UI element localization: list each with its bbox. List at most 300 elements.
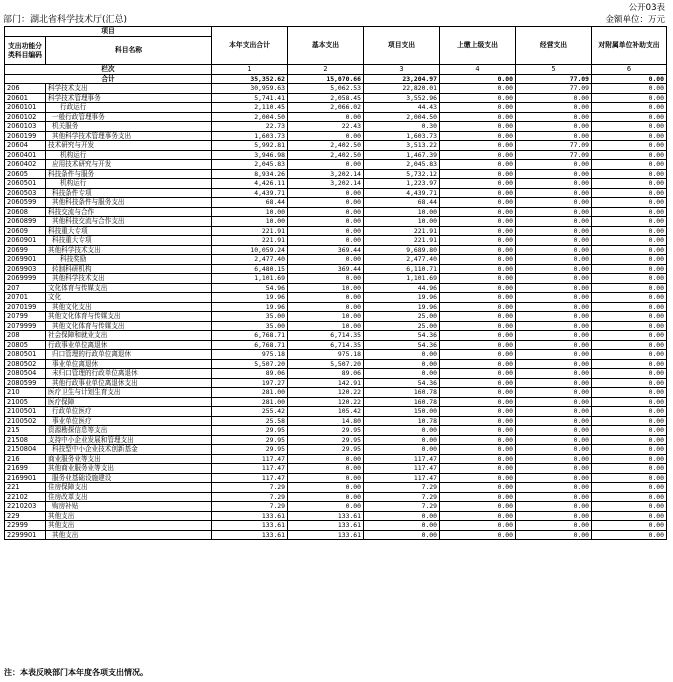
row-value: 150.00 bbox=[364, 407, 440, 417]
row-value: 10.78 bbox=[364, 416, 440, 426]
row-code: 2060199 bbox=[5, 131, 46, 141]
row-value: 975.18 bbox=[288, 350, 364, 360]
row-value: 133.61 bbox=[212, 530, 288, 540]
table-row bbox=[5, 84, 667, 94]
row-value: 0.00 bbox=[440, 435, 516, 445]
row-value: 0.00 bbox=[592, 131, 667, 141]
row-value: 44.43 bbox=[364, 103, 440, 113]
row-value: 0.00 bbox=[592, 122, 667, 132]
row-value: 89.06 bbox=[288, 369, 364, 379]
index-cell: 5 bbox=[516, 65, 592, 75]
row-value: 0.00 bbox=[592, 388, 667, 398]
row-value: 0.00 bbox=[440, 502, 516, 512]
row-value: 142.91 bbox=[288, 378, 364, 388]
table-row bbox=[5, 188, 667, 198]
row-value: 0.00 bbox=[592, 169, 667, 179]
row-value: 0.00 bbox=[288, 217, 364, 227]
col-header-upper: 上缴上级支出 bbox=[440, 27, 516, 65]
row-value: 29.95 bbox=[212, 426, 288, 436]
row-name: 行政运行 bbox=[46, 103, 212, 113]
table-row bbox=[5, 492, 667, 502]
row-value: 117.47 bbox=[364, 464, 440, 474]
table-row bbox=[5, 454, 667, 464]
row-value: 4,439.71 bbox=[212, 188, 288, 198]
row-value: 10.00 bbox=[288, 321, 364, 331]
index-cell: 3 bbox=[364, 65, 440, 75]
table-row bbox=[5, 369, 667, 379]
row-value: 0.00 bbox=[440, 359, 516, 369]
row-value: 5,732.12 bbox=[364, 169, 440, 179]
row-value: 29.95 bbox=[288, 435, 364, 445]
row-value: 68.44 bbox=[212, 198, 288, 208]
table-row bbox=[5, 274, 667, 284]
row-value: 2,110.45 bbox=[212, 103, 288, 113]
row-value: 0.00 bbox=[440, 483, 516, 493]
row-value: 0.00 bbox=[288, 207, 364, 217]
row-code: 2070199 bbox=[5, 302, 46, 312]
table-row bbox=[5, 378, 667, 388]
row-value: 221.91 bbox=[364, 226, 440, 236]
table-row bbox=[5, 169, 667, 179]
row-name: 医疗卫生与计划生育支出 bbox=[46, 388, 212, 398]
row-value: 6,714.35 bbox=[288, 340, 364, 350]
row-name: 其他支出 bbox=[46, 521, 212, 531]
table-row bbox=[5, 435, 667, 445]
row-value: 2,477.40 bbox=[364, 255, 440, 265]
row-value: 281.00 bbox=[212, 388, 288, 398]
row-value: 0.00 bbox=[364, 435, 440, 445]
row-value: 1,223.97 bbox=[364, 179, 440, 189]
row-code: 2069999 bbox=[5, 274, 46, 284]
row-name: 其他行政事业单位离退休支出 bbox=[46, 378, 212, 388]
row-value: 29.95 bbox=[288, 445, 364, 455]
row-value: 0.00 bbox=[592, 236, 667, 246]
row-value: 5,992.81 bbox=[212, 141, 288, 151]
row-value: 0.00 bbox=[516, 378, 592, 388]
row-code: 20699 bbox=[5, 245, 46, 255]
table-row bbox=[5, 302, 667, 312]
row-value: 0.00 bbox=[592, 321, 667, 331]
row-value: 6,110.71 bbox=[364, 264, 440, 274]
row-code: 21508 bbox=[5, 435, 46, 445]
row-code: 22102 bbox=[5, 492, 46, 502]
row-value: 10.00 bbox=[212, 207, 288, 217]
row-name: 文化体育与传媒支出 bbox=[46, 283, 212, 293]
row-value: 0.00 bbox=[516, 435, 592, 445]
row-value: 10.00 bbox=[364, 217, 440, 227]
row-value: 1,467.39 bbox=[364, 150, 440, 160]
row-value: 0.00 bbox=[516, 293, 592, 303]
row-value: 0.00 bbox=[440, 312, 516, 322]
row-value: 0.00 bbox=[516, 103, 592, 113]
row-name: 商业服务业等支出 bbox=[46, 454, 212, 464]
row-value: 0.00 bbox=[288, 226, 364, 236]
row-value: 0.00 bbox=[440, 302, 516, 312]
row-value: 0.00 bbox=[440, 416, 516, 426]
row-value: 0.00 bbox=[440, 407, 516, 417]
row-value: 0.00 bbox=[440, 188, 516, 198]
row-name: 事业单位医疗 bbox=[46, 416, 212, 426]
row-value: 0.00 bbox=[592, 454, 667, 464]
row-value: 2,402.50 bbox=[288, 141, 364, 151]
row-value: 89.06 bbox=[212, 369, 288, 379]
row-code: 229 bbox=[5, 511, 46, 521]
row-value: 117.47 bbox=[212, 464, 288, 474]
row-value: 0.00 bbox=[440, 236, 516, 246]
row-value: 3,946.98 bbox=[212, 150, 288, 160]
row-name: 其他支出 bbox=[46, 511, 212, 521]
row-value: 54.36 bbox=[364, 340, 440, 350]
row-value: 0.00 bbox=[592, 464, 667, 474]
table-row bbox=[5, 179, 667, 189]
row-value: 0.00 bbox=[440, 122, 516, 132]
table-row bbox=[5, 464, 667, 474]
index-label: 栏次 bbox=[5, 65, 212, 75]
footnote: 注：本表反映部门本年度各项支出情况。 bbox=[4, 668, 148, 677]
row-value: 0.00 bbox=[592, 359, 667, 369]
row-value: 221.91 bbox=[212, 226, 288, 236]
total-cell: 77.09 bbox=[516, 74, 592, 84]
row-value: 0.00 bbox=[288, 236, 364, 246]
row-value: 0.00 bbox=[440, 511, 516, 521]
row-name: 社会保障和就业支出 bbox=[46, 331, 212, 341]
row-value: 2,004.50 bbox=[212, 112, 288, 122]
row-value: 0.00 bbox=[516, 198, 592, 208]
row-name: 转制科研机构 bbox=[46, 264, 212, 274]
row-value: 105.42 bbox=[288, 407, 364, 417]
row-value: 975.18 bbox=[212, 350, 288, 360]
row-value: 0.00 bbox=[440, 331, 516, 341]
row-name: 一般行政管理事务 bbox=[46, 112, 212, 122]
total-cell: 0.00 bbox=[592, 74, 667, 84]
row-value: 0.00 bbox=[516, 502, 592, 512]
row-value: 8,934.26 bbox=[212, 169, 288, 179]
row-value: 0.00 bbox=[516, 179, 592, 189]
row-value: 0.00 bbox=[364, 511, 440, 521]
row-value: 0.00 bbox=[592, 274, 667, 284]
row-value: 0.00 bbox=[592, 511, 667, 521]
row-name: 其他科学技术支出 bbox=[46, 274, 212, 284]
row-value: 0.30 bbox=[364, 122, 440, 132]
row-value: 7.29 bbox=[212, 483, 288, 493]
row-value: 77.09 bbox=[516, 84, 592, 94]
row-code: 2060101 bbox=[5, 103, 46, 113]
row-value: 0.00 bbox=[288, 293, 364, 303]
row-name: 科技条件专项 bbox=[46, 188, 212, 198]
row-code: 2169901 bbox=[5, 473, 46, 483]
row-value: 1,101.69 bbox=[364, 274, 440, 284]
row-value: 4,439.71 bbox=[364, 188, 440, 198]
table-row bbox=[5, 473, 667, 483]
table-row bbox=[5, 103, 667, 113]
row-value: 2,066.02 bbox=[288, 103, 364, 113]
row-value: 117.47 bbox=[212, 473, 288, 483]
table-row bbox=[5, 331, 667, 341]
row-name: 行政事业单位离退休 bbox=[46, 340, 212, 350]
row-value: 0.00 bbox=[440, 454, 516, 464]
row-code: 20701 bbox=[5, 293, 46, 303]
row-value: 5,741.41 bbox=[212, 93, 288, 103]
total-cell: 0.00 bbox=[440, 74, 516, 84]
row-value: 7.29 bbox=[212, 492, 288, 502]
row-value: 0.00 bbox=[288, 502, 364, 512]
row-name: 技术研究与开发 bbox=[46, 141, 212, 151]
col-header-project: 项目支出 bbox=[364, 27, 440, 65]
row-value: 29.95 bbox=[212, 445, 288, 455]
row-code: 208 bbox=[5, 331, 46, 341]
index-row bbox=[5, 65, 667, 75]
row-code: 2150804 bbox=[5, 445, 46, 455]
row-value: 0.00 bbox=[288, 274, 364, 284]
row-value: 0.00 bbox=[592, 160, 667, 170]
index-cell: 1 bbox=[212, 65, 288, 75]
row-value: 0.00 bbox=[440, 207, 516, 217]
row-value: 197.27 bbox=[212, 378, 288, 388]
row-name: 其他商业服务业等支出 bbox=[46, 464, 212, 474]
row-name: 其他科学技术支出 bbox=[46, 245, 212, 255]
row-value: 0.00 bbox=[592, 473, 667, 483]
row-value: 6,480.15 bbox=[212, 264, 288, 274]
row-code: 2080504 bbox=[5, 369, 46, 379]
row-value: 160.78 bbox=[364, 388, 440, 398]
amount-unit: 金额单位：万元 bbox=[605, 15, 665, 25]
row-value: 77.09 bbox=[516, 150, 592, 160]
row-value: 14.80 bbox=[288, 416, 364, 426]
row-value: 0.00 bbox=[440, 169, 516, 179]
row-value: 0.00 bbox=[440, 426, 516, 436]
row-value: 0.00 bbox=[440, 293, 516, 303]
row-value: 0.00 bbox=[288, 198, 364, 208]
row-code: 215 bbox=[5, 426, 46, 436]
row-code: 2060402 bbox=[5, 160, 46, 170]
row-value: 0.00 bbox=[440, 245, 516, 255]
row-code: 20601 bbox=[5, 93, 46, 103]
row-value: 0.00 bbox=[592, 283, 667, 293]
table-row bbox=[5, 160, 667, 170]
row-name: 服务业基础设施建设 bbox=[46, 473, 212, 483]
row-value: 0.00 bbox=[440, 473, 516, 483]
table-row bbox=[5, 426, 667, 436]
row-value: 0.00 bbox=[592, 302, 667, 312]
total-label: 合计 bbox=[5, 74, 212, 84]
row-value: 0.00 bbox=[288, 255, 364, 265]
row-value: 0.00 bbox=[440, 388, 516, 398]
total-cell: 15,070.66 bbox=[288, 74, 364, 84]
row-value: 0.00 bbox=[516, 483, 592, 493]
row-value: 0.00 bbox=[516, 264, 592, 274]
row-value: 0.00 bbox=[440, 179, 516, 189]
row-value: 4,426.11 bbox=[212, 179, 288, 189]
row-value: 0.00 bbox=[592, 93, 667, 103]
table-row bbox=[5, 122, 667, 132]
index-cell: 4 bbox=[440, 65, 516, 75]
row-value: 0.00 bbox=[592, 340, 667, 350]
row-code: 2210203 bbox=[5, 502, 46, 512]
row-name: 其他科技交流与合作支出 bbox=[46, 217, 212, 227]
row-code: 21005 bbox=[5, 397, 46, 407]
row-value: 2,058.45 bbox=[288, 93, 364, 103]
row-value: 6,714.35 bbox=[288, 331, 364, 341]
row-value: 0.00 bbox=[592, 397, 667, 407]
row-value: 0.00 bbox=[516, 236, 592, 246]
table-row bbox=[5, 207, 667, 217]
row-code: 2080501 bbox=[5, 350, 46, 360]
row-value: 0.00 bbox=[516, 416, 592, 426]
table-row bbox=[5, 150, 667, 160]
row-name: 其他科技条件与服务支出 bbox=[46, 198, 212, 208]
row-value: 0.00 bbox=[364, 426, 440, 436]
row-value: 0.00 bbox=[592, 150, 667, 160]
row-code: 207 bbox=[5, 283, 46, 293]
row-code: 206 bbox=[5, 84, 46, 94]
row-code: 2060501 bbox=[5, 179, 46, 189]
row-code: 20805 bbox=[5, 340, 46, 350]
row-value: 0.00 bbox=[516, 302, 592, 312]
row-name: 应用技术研究与开发 bbox=[46, 160, 212, 170]
row-value: 369.44 bbox=[288, 264, 364, 274]
table-row bbox=[5, 521, 667, 531]
row-value: 133.61 bbox=[288, 530, 364, 540]
row-value: 3,552.96 bbox=[364, 93, 440, 103]
table-row bbox=[5, 236, 667, 246]
table-row bbox=[5, 350, 667, 360]
row-value: 0.00 bbox=[592, 416, 667, 426]
row-value: 0.00 bbox=[592, 492, 667, 502]
expenditure-table bbox=[4, 26, 667, 540]
row-value: 0.00 bbox=[288, 160, 364, 170]
row-value: 0.00 bbox=[440, 530, 516, 540]
row-name: 归口管理的行政单位离退休 bbox=[46, 350, 212, 360]
row-code: 20605 bbox=[5, 169, 46, 179]
row-value: 221.91 bbox=[212, 236, 288, 246]
row-code: 210 bbox=[5, 388, 46, 398]
row-value: 0.00 bbox=[592, 312, 667, 322]
row-value: 0.00 bbox=[516, 331, 592, 341]
row-value: 160.78 bbox=[364, 397, 440, 407]
col-header-name: 科目名称 bbox=[46, 37, 212, 65]
row-value: 0.00 bbox=[440, 378, 516, 388]
row-value: 35.00 bbox=[212, 312, 288, 322]
row-value: 0.00 bbox=[592, 521, 667, 531]
row-value: 0.00 bbox=[516, 340, 592, 350]
row-value: 0.00 bbox=[440, 217, 516, 227]
row-value: 0.00 bbox=[516, 350, 592, 360]
row-value: 5,507.20 bbox=[212, 359, 288, 369]
row-value: 0.00 bbox=[516, 511, 592, 521]
row-name: 购房补贴 bbox=[46, 502, 212, 512]
row-value: 0.00 bbox=[516, 207, 592, 217]
row-value: 133.61 bbox=[212, 521, 288, 531]
row-value: 9,689.80 bbox=[364, 245, 440, 255]
row-value: 0.00 bbox=[516, 454, 592, 464]
row-value: 0.00 bbox=[364, 359, 440, 369]
row-value: 22,820.01 bbox=[364, 84, 440, 94]
form-number: 公开03表 bbox=[628, 3, 665, 13]
row-name: 机构运行 bbox=[46, 150, 212, 160]
row-code: 2060899 bbox=[5, 217, 46, 227]
table-row bbox=[5, 293, 667, 303]
row-name: 其他支出 bbox=[46, 530, 212, 540]
col-header-business: 经营支出 bbox=[516, 27, 592, 65]
row-value: 0.00 bbox=[592, 188, 667, 198]
table-row bbox=[5, 255, 667, 265]
row-value: 0.00 bbox=[516, 464, 592, 474]
row-value: 0.00 bbox=[440, 340, 516, 350]
row-code: 2060599 bbox=[5, 198, 46, 208]
row-value: 0.00 bbox=[440, 160, 516, 170]
row-value: 0.00 bbox=[288, 464, 364, 474]
table-row bbox=[5, 198, 667, 208]
row-value: 54.36 bbox=[364, 378, 440, 388]
row-value: 0.00 bbox=[288, 112, 364, 122]
row-value: 0.00 bbox=[516, 245, 592, 255]
table-row bbox=[5, 407, 667, 417]
row-value: 0.00 bbox=[440, 84, 516, 94]
row-name: 科技重大专项 bbox=[46, 236, 212, 246]
row-value: 0.00 bbox=[516, 426, 592, 436]
table-row bbox=[5, 340, 667, 350]
row-value: 7.29 bbox=[364, 483, 440, 493]
row-value: 0.00 bbox=[440, 464, 516, 474]
row-value: 0.00 bbox=[592, 198, 667, 208]
row-value: 0.00 bbox=[364, 521, 440, 531]
row-value: 117.47 bbox=[364, 454, 440, 464]
row-value: 5,062.53 bbox=[288, 84, 364, 94]
row-name: 文化 bbox=[46, 293, 212, 303]
row-value: 0.00 bbox=[592, 378, 667, 388]
row-value: 369.44 bbox=[288, 245, 364, 255]
row-name: 科技条件与服务 bbox=[46, 169, 212, 179]
row-value: 0.00 bbox=[592, 112, 667, 122]
row-value: 0.00 bbox=[288, 302, 364, 312]
row-value: 281.00 bbox=[212, 397, 288, 407]
row-value: 10.00 bbox=[364, 207, 440, 217]
table-row bbox=[5, 416, 667, 426]
table-row bbox=[5, 131, 667, 141]
row-value: 0.00 bbox=[440, 369, 516, 379]
row-value: 0.00 bbox=[288, 473, 364, 483]
table-row bbox=[5, 445, 667, 455]
row-value: 0.00 bbox=[440, 274, 516, 284]
row-code: 2080502 bbox=[5, 359, 46, 369]
row-value: 1,101.69 bbox=[212, 274, 288, 284]
row-value: 0.00 bbox=[516, 407, 592, 417]
total-cell: 35,352.62 bbox=[212, 74, 288, 84]
row-code: 2060103 bbox=[5, 122, 46, 132]
row-value: 0.00 bbox=[440, 264, 516, 274]
row-code: 20609 bbox=[5, 226, 46, 236]
row-name: 机关服务 bbox=[46, 122, 212, 132]
row-value: 0.00 bbox=[440, 226, 516, 236]
row-name: 行政单位医疗 bbox=[46, 407, 212, 417]
row-value: 0.00 bbox=[516, 530, 592, 540]
row-code: 2299901 bbox=[5, 530, 46, 540]
row-code: 216 bbox=[5, 454, 46, 464]
row-name: 支持中小企业发展和管理支出 bbox=[46, 435, 212, 445]
row-code: 2080599 bbox=[5, 378, 46, 388]
row-value: 0.00 bbox=[592, 331, 667, 341]
row-value: 0.00 bbox=[592, 502, 667, 512]
row-value: 3,202.14 bbox=[288, 169, 364, 179]
row-value: 7.29 bbox=[364, 502, 440, 512]
row-value: 0.00 bbox=[516, 312, 592, 322]
row-value: 0.00 bbox=[516, 473, 592, 483]
row-value: 0.00 bbox=[516, 359, 592, 369]
row-value: 10.00 bbox=[212, 217, 288, 227]
row-value: 7.29 bbox=[212, 502, 288, 512]
row-value: 133.61 bbox=[212, 511, 288, 521]
row-value: 133.61 bbox=[288, 511, 364, 521]
